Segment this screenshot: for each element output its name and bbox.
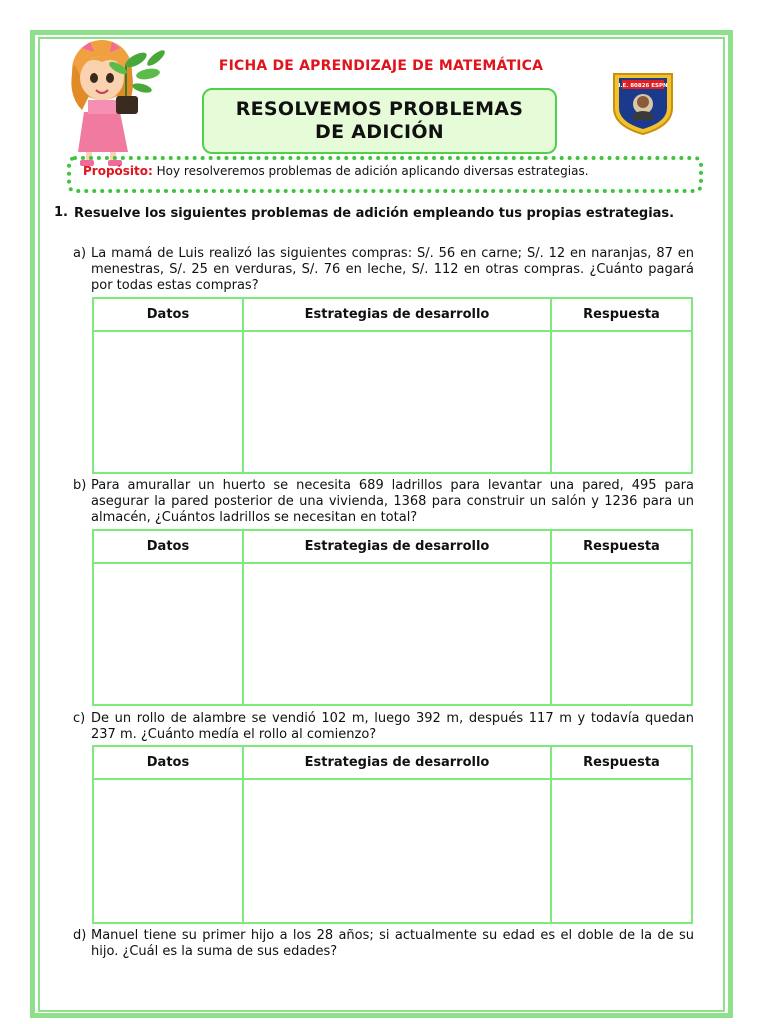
purpose-text: Hoy resolveremos problemas de adición aplicando diversas estrategias.	[152, 164, 589, 178]
table-header-estrategias: Estrategias de desarrollo	[243, 530, 551, 563]
problem-c-text: De un rollo de alambre se vendió 102 m, luego 392 m, después 117 m y todavía quedan 237 m. ¿Cuánto medía el rollo al comienzo?	[91, 711, 694, 742]
datos-cell[interactable]	[93, 563, 243, 705]
school-badge-logo	[610, 68, 676, 136]
respuesta-cell[interactable]	[551, 779, 692, 923]
answer-table-b	[92, 529, 693, 706]
estrategias-cell[interactable]	[243, 331, 551, 473]
problem-d-text: Manuel tiene su primer hijo a los 28 años; si actualmente su edad es el doble de la de su hijo. ¿Cuál es la suma de sus edades?	[91, 928, 694, 959]
purpose-box	[67, 156, 703, 193]
table-header-respuesta: Respuesta	[551, 298, 692, 331]
table-header-respuesta: Respuesta	[551, 746, 692, 779]
answer-table-a	[92, 297, 693, 474]
svg-text:I.E. 80826 ESPN: I.E. 80826 ESPN	[618, 83, 668, 89]
purpose-label: Propósito:	[83, 164, 153, 178]
question-number: 1.	[54, 205, 68, 220]
worksheet-header-title: FICHA DE APRENDIZAJE DE MATEMÁTICA	[218, 58, 544, 74]
table-header-estrategias: Estrategias de desarrollo	[243, 298, 551, 331]
answer-table-c	[92, 745, 693, 924]
problem-a-letter: a)	[73, 246, 87, 261]
table-header-estrategias: Estrategias de desarrollo	[243, 746, 551, 779]
problem-d-letter: d)	[73, 928, 87, 943]
girl-with-plant-illustration	[60, 34, 180, 170]
table-header-respuesta: Respuesta	[551, 530, 692, 563]
problem-a-text: La mamá de Luis realizó las siguientes compras: S/. 56 en carne; S/. 12 en naranjas, 87 en menestras, S/. 25 en verduras, S/. 76 en leche, S/. 112 en otras compras. ¿Cuánto pagará por todas estas compras?	[91, 246, 694, 293]
problem-b-text: Para amurallar un huerto se necesita 689 ladrillos para levantar una pared, 495 para asegurar la pared posterior de una vivienda, 1368 para construir un salón y 1236 para un almacén, ¿Cuántos ladrillos se necesitan en total?	[91, 478, 694, 525]
datos-cell[interactable]	[93, 331, 243, 473]
respuesta-cell[interactable]	[551, 331, 692, 473]
table-header-datos: Datos	[93, 298, 243, 331]
datos-cell[interactable]	[93, 779, 243, 923]
problem-b-letter: b)	[73, 478, 87, 493]
respuesta-cell[interactable]	[551, 563, 692, 705]
problem-c-letter: c)	[73, 711, 86, 726]
table-header-datos: Datos	[93, 746, 243, 779]
main-title-box	[202, 88, 557, 154]
estrategias-cell[interactable]	[243, 779, 551, 923]
estrategias-cell[interactable]	[243, 563, 551, 705]
table-header-datos: Datos	[93, 530, 243, 563]
main-title: RESOLVEMOS PROBLEMAS DE ADICIÓN	[235, 98, 524, 143]
question-instruction: Resuelve los siguientes problemas de adición empleando tus propias estrategias.	[74, 206, 675, 221]
